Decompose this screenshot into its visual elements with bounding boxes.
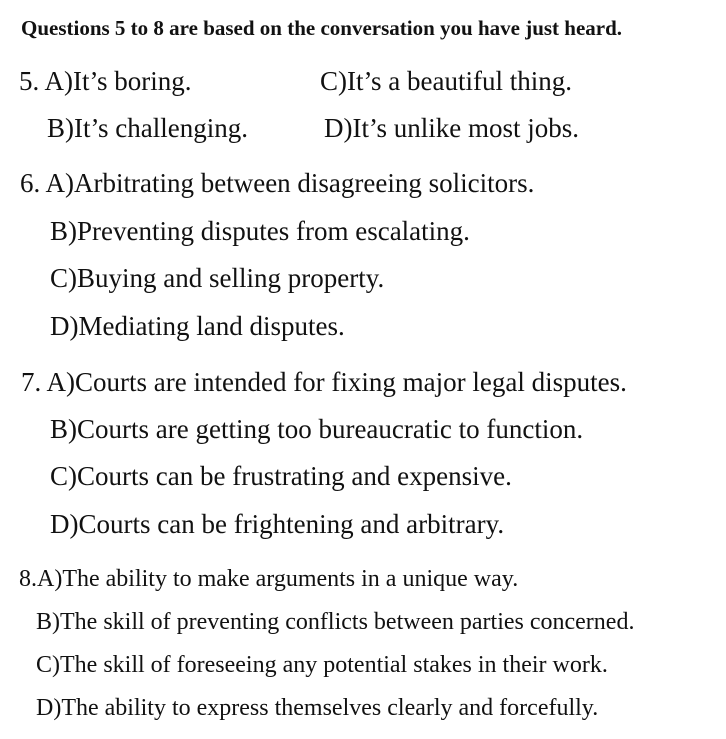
question-7-option-a <box>21 367 627 398</box>
question-6-option-d: D)Mediating land disputes. <box>50 311 345 341</box>
question-6-number: 6. <box>20 168 41 198</box>
question-7-number: 7. <box>21 367 42 397</box>
question-7-option-d: D)Courts can be frightening and arbitrary. <box>50 509 505 539</box>
question-8-option-c: C)The skill of foreseeing any potential stakes in their work. <box>36 652 608 678</box>
question-6-option-c: C)Buying and selling property. <box>50 263 385 293</box>
question-5-option-a <box>19 66 192 97</box>
question-7-option-c: C)Courts can be frustrating and expensive. <box>50 461 512 491</box>
question-5-number: 5. <box>19 66 40 96</box>
question-5-option-b: B)It’s challenging. <box>47 113 248 143</box>
option-a-text: A)Courts are intended for fixing major legal disputes. <box>46 367 627 397</box>
question-8-number: 8. <box>19 566 37 592</box>
question-7-option-b: B)Courts are getting too bureaucratic to function. <box>50 414 584 444</box>
question-6-option-b: B)Preventing disputes from escalating. <box>50 216 470 246</box>
question-8-option-d: D)The ability to express themselves clearly and forcefully. <box>36 695 599 721</box>
question-8-option-b: B)The skill of preventing conflicts between parties concerned. <box>36 609 635 635</box>
question-5-option-c: C)It’s a beautiful thing. <box>320 66 572 96</box>
option-a-text: A)The ability to make arguments in a unique way. <box>37 566 519 592</box>
section-heading: Questions 5 to 8 are based on the conversation you have just heard. <box>21 16 623 40</box>
option-a-text: A)It’s boring. <box>44 66 192 96</box>
option-a-text: A)Arbitrating between disagreeing solicitors. <box>45 168 535 198</box>
question-8-option-a <box>19 566 518 593</box>
question-6-option-a <box>20 168 534 199</box>
question-5-option-d: D)It’s unlike most jobs. <box>324 113 579 143</box>
